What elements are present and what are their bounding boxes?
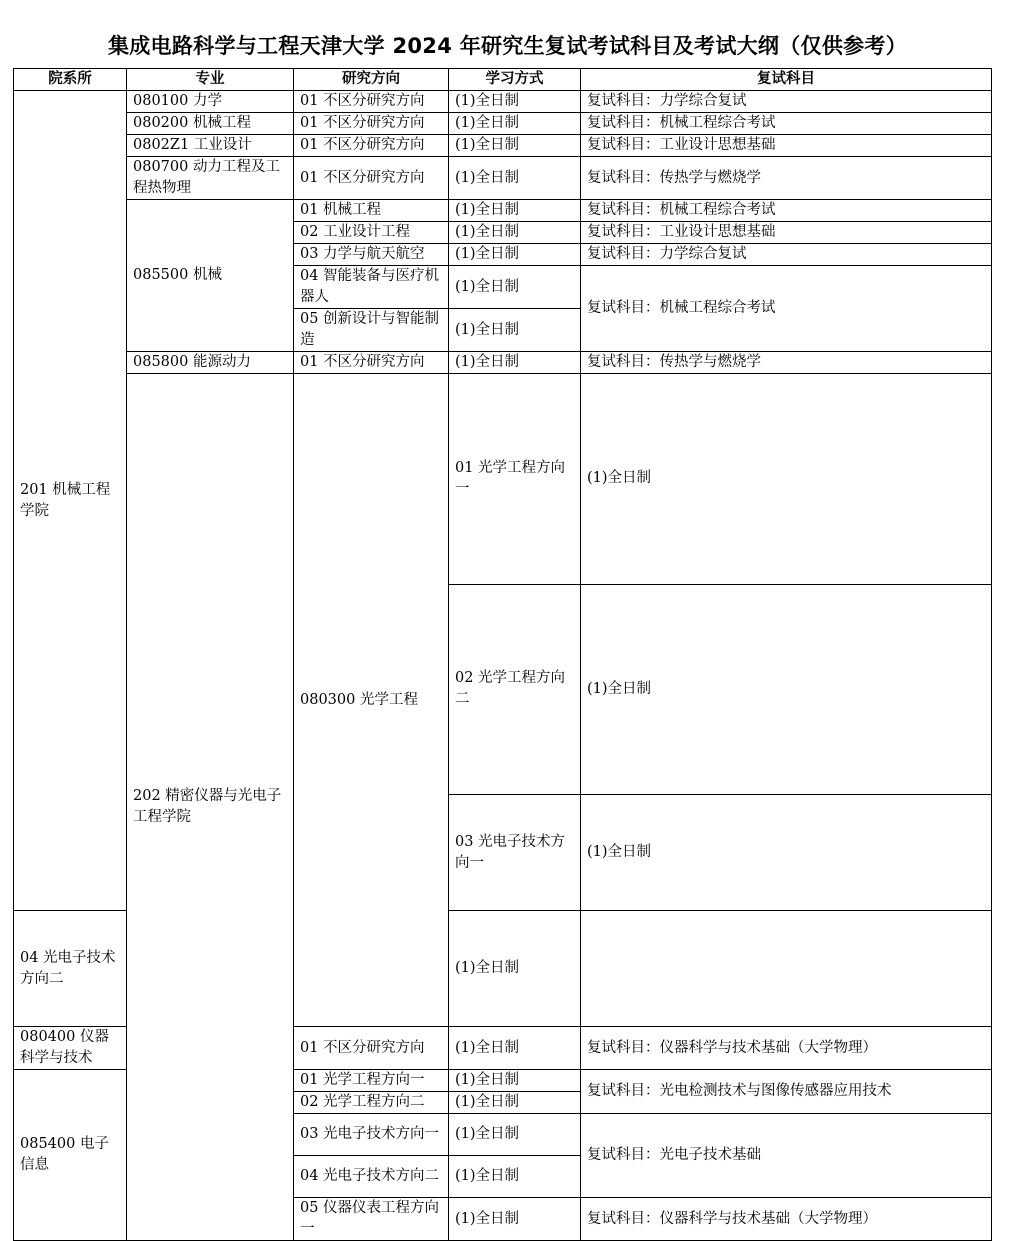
mode-cell: (1)全日制 (449, 1114, 581, 1156)
major-cell: 080700 动力工程及工程热物理 (127, 157, 294, 200)
subject-cell: 复试科目：光电检测技术与图像传感器应用技术 (581, 1070, 992, 1114)
subject-cell: 复试科目：机械工程综合考试 (581, 113, 992, 135)
direction-cell: 01 不区分研究方向 (294, 135, 449, 157)
direction-cell: 01 光学工程方向一 (449, 374, 581, 585)
direction-cell: 04 光电子技术方向二 (14, 911, 127, 1027)
direction-cell: 01 不区分研究方向 (294, 91, 449, 113)
major-cell: 0802Z1 工业设计 (127, 135, 294, 157)
header-major: 专业 (127, 69, 294, 91)
direction-cell: 02 工业设计工程 (294, 222, 449, 244)
subject-cell: 复试科目：光电子技术基础 (581, 1114, 992, 1198)
mode-cell: (1)全日制 (449, 1198, 581, 1241)
subject-cell: 复试科目：力学综合复试 (581, 244, 992, 266)
mode-cell: (1)全日制 (581, 584, 992, 795)
subject-cell: 复试科目：传热学与燃烧学 (581, 352, 992, 374)
table-row (14, 200, 992, 222)
major-cell: 085400 电子信息 (14, 1070, 127, 1241)
college-cell: 201 机械工程学院 (14, 91, 127, 911)
major-cell: 080200 机械工程 (127, 113, 294, 135)
direction-cell: 02 光学工程方向二 (449, 584, 581, 795)
mode-cell: (1)全日制 (449, 135, 581, 157)
major-cell: 085500 机械 (127, 200, 294, 352)
mode-cell: (1)全日制 (449, 91, 581, 113)
direction-cell: 03 光电子技术方向一 (294, 1114, 449, 1156)
mode-cell: (1)全日制 (581, 374, 992, 585)
mode-cell: (1)全日制 (449, 222, 581, 244)
subject-cell: 复试科目：力学综合复试 (581, 91, 992, 113)
exam-subjects-table (13, 68, 992, 1241)
direction-cell: 05 仪器仪表工程方向一 (294, 1198, 449, 1241)
direction-cell: 01 光学工程方向一 (294, 1070, 449, 1092)
table-row (14, 91, 992, 113)
subject-cell: 复试科目：传热学与燃烧学 (581, 157, 992, 200)
subject-cell: 复试科目：工业设计思想基础 (581, 222, 992, 244)
college-cell: 202 精密仪器与光电子工程学院 (127, 374, 294, 1241)
mode-cell: (1)全日制 (449, 352, 581, 374)
header-mode: 学习方式 (449, 69, 581, 91)
direction-cell: 04 光电子技术方向二 (294, 1156, 449, 1198)
mode-cell: (1)全日制 (449, 1070, 581, 1092)
major-cell: 080400 仪器科学与技术 (14, 1027, 127, 1070)
mode-cell: (1)全日制 (449, 113, 581, 135)
mode-cell: (1)全日制 (449, 266, 581, 309)
table-row (14, 157, 992, 200)
subject-cell: 复试科目：机械工程综合考试 (581, 266, 992, 352)
mode-cell: (1)全日制 (449, 200, 581, 222)
mode-cell: (1)全日制 (449, 309, 581, 352)
major-cell: 080300 光学工程 (294, 374, 449, 1027)
mode-cell: (1)全日制 (449, 1156, 581, 1198)
page-title: 集成电路科学与工程天津大学 2024 年研究生复试考试科目及考试大纲（仅供参考） (107, 34, 908, 58)
direction-cell: 01 不区分研究方向 (294, 1027, 449, 1070)
subject-cell: 复试科目：仪器科学与技术基础（大学物理） (581, 1198, 992, 1241)
direction-cell: 01 不区分研究方向 (294, 157, 449, 200)
table-row (14, 374, 992, 585)
header-row (14, 69, 992, 91)
direction-cell: 05 创新设计与智能制造 (294, 309, 449, 352)
direction-cell: 01 不区分研究方向 (294, 352, 449, 374)
mode-cell: (1)全日制 (449, 1092, 581, 1114)
direction-cell: 01 机械工程 (294, 200, 449, 222)
header-subject: 复试科目 (581, 69, 992, 91)
table-row (14, 352, 992, 374)
header-direction: 研究方向 (294, 69, 449, 91)
direction-cell: 03 光电子技术方向一 (449, 795, 581, 911)
mode-cell: (1)全日制 (581, 795, 992, 911)
subject-cell: 复试科目：机械工程综合考试 (581, 200, 992, 222)
subject-cell: 复试科目：工业设计思想基础 (581, 135, 992, 157)
direction-cell: 01 不区分研究方向 (294, 113, 449, 135)
subject-cell: 复试科目：仪器科学与技术基础（大学物理） (581, 1027, 992, 1070)
mode-cell: (1)全日制 (449, 244, 581, 266)
direction-cell: 02 光学工程方向二 (294, 1092, 449, 1114)
major-cell: 080100 力学 (127, 91, 294, 113)
table-row (14, 113, 992, 135)
mode-cell: (1)全日制 (449, 1027, 581, 1070)
major-cell: 085800 能源动力 (127, 352, 294, 374)
direction-cell: 03 力学与航天航空 (294, 244, 449, 266)
header-college: 院系所 (14, 69, 127, 91)
mode-cell: (1)全日制 (449, 157, 581, 200)
table-row (14, 135, 992, 157)
mode-cell: (1)全日制 (449, 911, 581, 1027)
direction-cell: 04 智能装备与医疗机器人 (294, 266, 449, 309)
